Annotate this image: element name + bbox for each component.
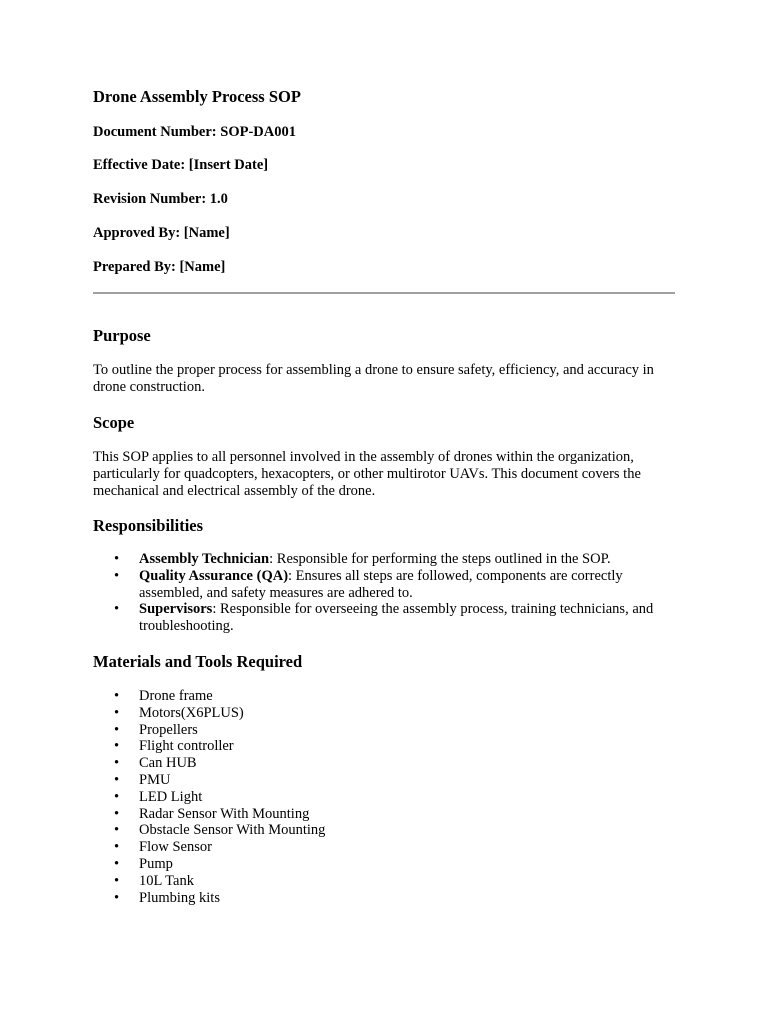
prepared-by: Prepared By: [Name] bbox=[93, 259, 226, 275]
scope-heading: Scope bbox=[93, 413, 135, 432]
role-name: Quality Assurance (QA) bbox=[139, 567, 289, 584]
list-item: • Propellers bbox=[93, 722, 677, 739]
purpose-text: To outline the proper process for assembling a drone to ensure safety, efficiency, and accuracy in drone construction. bbox=[93, 362, 654, 395]
list-item bbox=[93, 601, 677, 635]
approved-by: Approved By: [Name] bbox=[93, 225, 230, 241]
scope-text: This SOP applies to all personnel involved in the assembly of drones within the organization, particularly for quadcopters, hexacopters, or other multirotor UAVs. This document covers the mechanical and electrical assembly of the drone. bbox=[93, 449, 641, 499]
role-description: : Responsible for overseeing the assembly process, training technicians, and troubleshooting. bbox=[139, 601, 654, 635]
revision-number: Revision Number: 1.0 bbox=[93, 191, 228, 207]
responsibilities-list bbox=[93, 551, 677, 635]
list-item: • Can HUB bbox=[93, 755, 677, 772]
materials-heading: Materials and Tools Required bbox=[93, 652, 303, 671]
horizontal-divider bbox=[93, 292, 675, 294]
list-item: • Radar Sensor With Mounting bbox=[93, 806, 677, 823]
purpose-heading: Purpose bbox=[93, 326, 151, 345]
list-item: • Motors(X6PLUS) bbox=[93, 705, 677, 722]
list-item: • 10L Tank bbox=[93, 873, 677, 890]
effective-date: Effective Date: [Insert Date] bbox=[93, 157, 269, 173]
list-item: • Flight controller bbox=[93, 738, 677, 755]
materials-list bbox=[93, 688, 677, 906]
role-name: Assembly Technician bbox=[139, 551, 270, 567]
list-item: • Plumbing kits bbox=[93, 890, 677, 907]
document-number: Document Number: SOP-DA001 bbox=[93, 124, 296, 140]
list-item bbox=[93, 568, 677, 602]
document-title: Drone Assembly Process SOP bbox=[93, 87, 301, 106]
list-item: • PMU bbox=[93, 772, 677, 789]
responsibilities-heading: Responsibilities bbox=[93, 516, 204, 535]
list-item: • LED Light bbox=[93, 789, 677, 806]
list-item: • Obstacle Sensor With Mounting bbox=[93, 822, 677, 839]
role-description: : Responsible for performing the steps outlined in the SOP. bbox=[269, 551, 611, 567]
list-item: • Drone frame bbox=[93, 688, 677, 705]
role-description: : Ensures all steps are followed, components are correctly assembled, and safety measures are adhered to. bbox=[139, 567, 623, 601]
list-item bbox=[93, 551, 677, 568]
role-name: Supervisors bbox=[139, 601, 213, 618]
list-item: • Flow Sensor bbox=[93, 839, 677, 856]
list-item: • Pump bbox=[93, 856, 677, 873]
